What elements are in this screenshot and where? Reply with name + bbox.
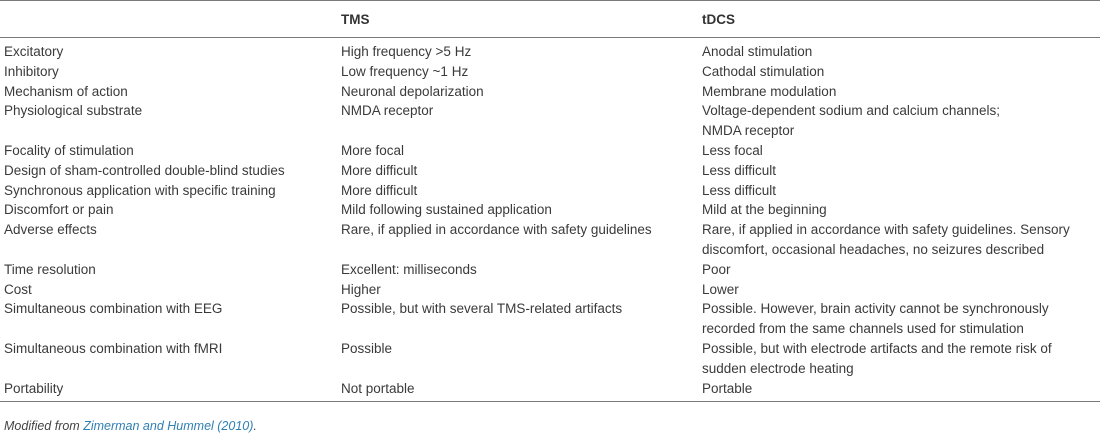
cell-tms <box>337 280 698 300</box>
row-label: Time resolution <box>4 261 96 277</box>
cell-tdcs <box>698 379 1100 402</box>
cell-tdcs-line: Lower <box>702 281 739 297</box>
cell-tms <box>337 101 698 141</box>
cell-tdcs-line: discomfort, occasional headaches, no seizures described <box>702 241 1045 257</box>
cell-tms <box>337 62 698 82</box>
cell-tms-line: More difficult <box>341 182 418 198</box>
cell-tdcs <box>698 82 1100 102</box>
header-cell-tms: TMS <box>337 1 698 38</box>
cell-tdcs-line: Rare, if applied in accordance with safety guidelines. Sensory <box>702 222 1070 238</box>
row-label: Focality of stimulation <box>4 142 134 158</box>
cell-tms <box>337 82 698 102</box>
cell-tms-line: NMDA receptor <box>341 103 434 119</box>
row-label: Discomfort or pain <box>4 202 114 218</box>
header-cell-feature <box>0 1 337 38</box>
table-row <box>0 141 1100 161</box>
row-label: Adverse effects <box>4 222 97 238</box>
table-row <box>0 200 1100 220</box>
cell-tms-line: Possible, but with several TMS-related artifacts <box>341 301 623 317</box>
cell-tms <box>337 181 698 201</box>
table-body <box>0 38 1100 402</box>
cell-tms-line: More difficult <box>341 162 418 178</box>
cell-tms <box>337 200 698 220</box>
table-footnote <box>4 419 257 433</box>
cell-tms-line: Neuronal depolarization <box>341 83 484 99</box>
cell-tms <box>337 38 698 62</box>
cell-tms-line: Rare, if applied in accordance with safety guidelines <box>341 222 652 238</box>
row-label: Simultaneous combination with fMRI <box>4 340 223 356</box>
cell-tms <box>337 339 698 379</box>
footnote-prefix: Modified from <box>4 419 84 433</box>
header-row <box>0 1 1100 38</box>
cell-tdcs-line: Portable <box>702 380 753 396</box>
cell-tdcs-line: sudden electrode heating <box>702 360 854 376</box>
cell-tms <box>337 141 698 161</box>
cell-tdcs-line: NMDA receptor <box>702 123 795 139</box>
cell-tms-line: Not portable <box>341 380 415 396</box>
table-row <box>0 379 1100 402</box>
table-row <box>0 299 1100 339</box>
cell-tdcs-line: recorded from the same channels used for stimulation <box>702 321 1024 337</box>
table-row <box>0 62 1100 82</box>
table-row <box>0 161 1100 181</box>
cell-tms-line: More focal <box>341 142 405 158</box>
table-row <box>0 82 1100 102</box>
cell-tms-line: Excellent: milliseconds <box>341 261 477 277</box>
cell-tms-line: Possible <box>341 340 393 356</box>
cell-tdcs <box>698 161 1100 181</box>
footnote-reference-link[interactable]: Zimerman and Hummel (2010) <box>83 419 254 433</box>
cell-tdcs <box>698 62 1100 82</box>
cell-tdcs <box>698 200 1100 220</box>
row-label: Excitatory <box>4 44 64 59</box>
cell-tdcs <box>698 38 1100 62</box>
cell-tdcs-line: Mild at the beginning <box>702 202 827 218</box>
cell-tms-line: Mild following sustained application <box>341 202 552 218</box>
table-row <box>0 220 1100 260</box>
row-label: Physiological substrate <box>4 103 143 119</box>
cell-tdcs-line: Membrane modulation <box>702 83 837 99</box>
cell-tms-line: High frequency >5 Hz <box>341 44 472 59</box>
cell-tdcs <box>698 299 1100 339</box>
row-label: Synchronous application with specific training <box>4 182 276 198</box>
cell-tdcs <box>698 339 1100 379</box>
row-label: Cost <box>4 281 32 297</box>
cell-tms-line: Low frequency ~1 Hz <box>341 63 469 79</box>
cell-tdcs <box>698 260 1100 280</box>
row-label: Mechanism of action <box>4 83 128 99</box>
cell-tdcs-line: Possible, but with electrode artifacts and the remote risk of <box>702 340 1052 356</box>
table-row <box>0 101 1100 141</box>
cell-tdcs <box>698 280 1100 300</box>
cell-tdcs-line: Less difficult <box>702 162 777 178</box>
row-label: Portability <box>0 379 337 402</box>
row-label: Design of sham-controlled double-blind studies <box>4 162 285 178</box>
footnote-suffix: . <box>253 419 257 433</box>
table-row <box>0 339 1100 379</box>
cell-tms <box>337 260 698 280</box>
cell-tdcs <box>698 141 1100 161</box>
cell-tms <box>337 299 698 339</box>
cell-tdcs-line: Less difficult <box>702 182 777 198</box>
cell-tdcs <box>698 101 1100 141</box>
table-header <box>0 1 1100 38</box>
cell-tdcs <box>698 181 1100 201</box>
table-row <box>0 38 1100 62</box>
cell-tms <box>337 379 698 402</box>
table-row <box>0 260 1100 280</box>
table-row <box>0 280 1100 300</box>
cell-tms <box>337 161 698 181</box>
cell-tdcs-line: Cathodal stimulation <box>702 63 825 79</box>
cell-tdcs <box>698 220 1100 260</box>
cell-tdcs-line: Poor <box>702 261 731 277</box>
cell-tdcs-line: Possible. However, brain activity cannot be synchronously <box>702 301 1049 317</box>
table-row <box>0 181 1100 201</box>
cell-tdcs-line: Less focal <box>702 142 763 158</box>
header-cell-tdcs: tDCS <box>698 1 1100 38</box>
cell-tdcs-line: Anodal stimulation <box>702 44 813 59</box>
cell-tms-line: Higher <box>341 281 381 297</box>
cell-tms <box>337 220 698 260</box>
row-label: Simultaneous combination with EEG <box>4 301 223 317</box>
cell-tdcs-line: Voltage-dependent sodium and calcium channels; <box>702 103 1000 119</box>
row-label: Inhibitory <box>4 63 59 79</box>
